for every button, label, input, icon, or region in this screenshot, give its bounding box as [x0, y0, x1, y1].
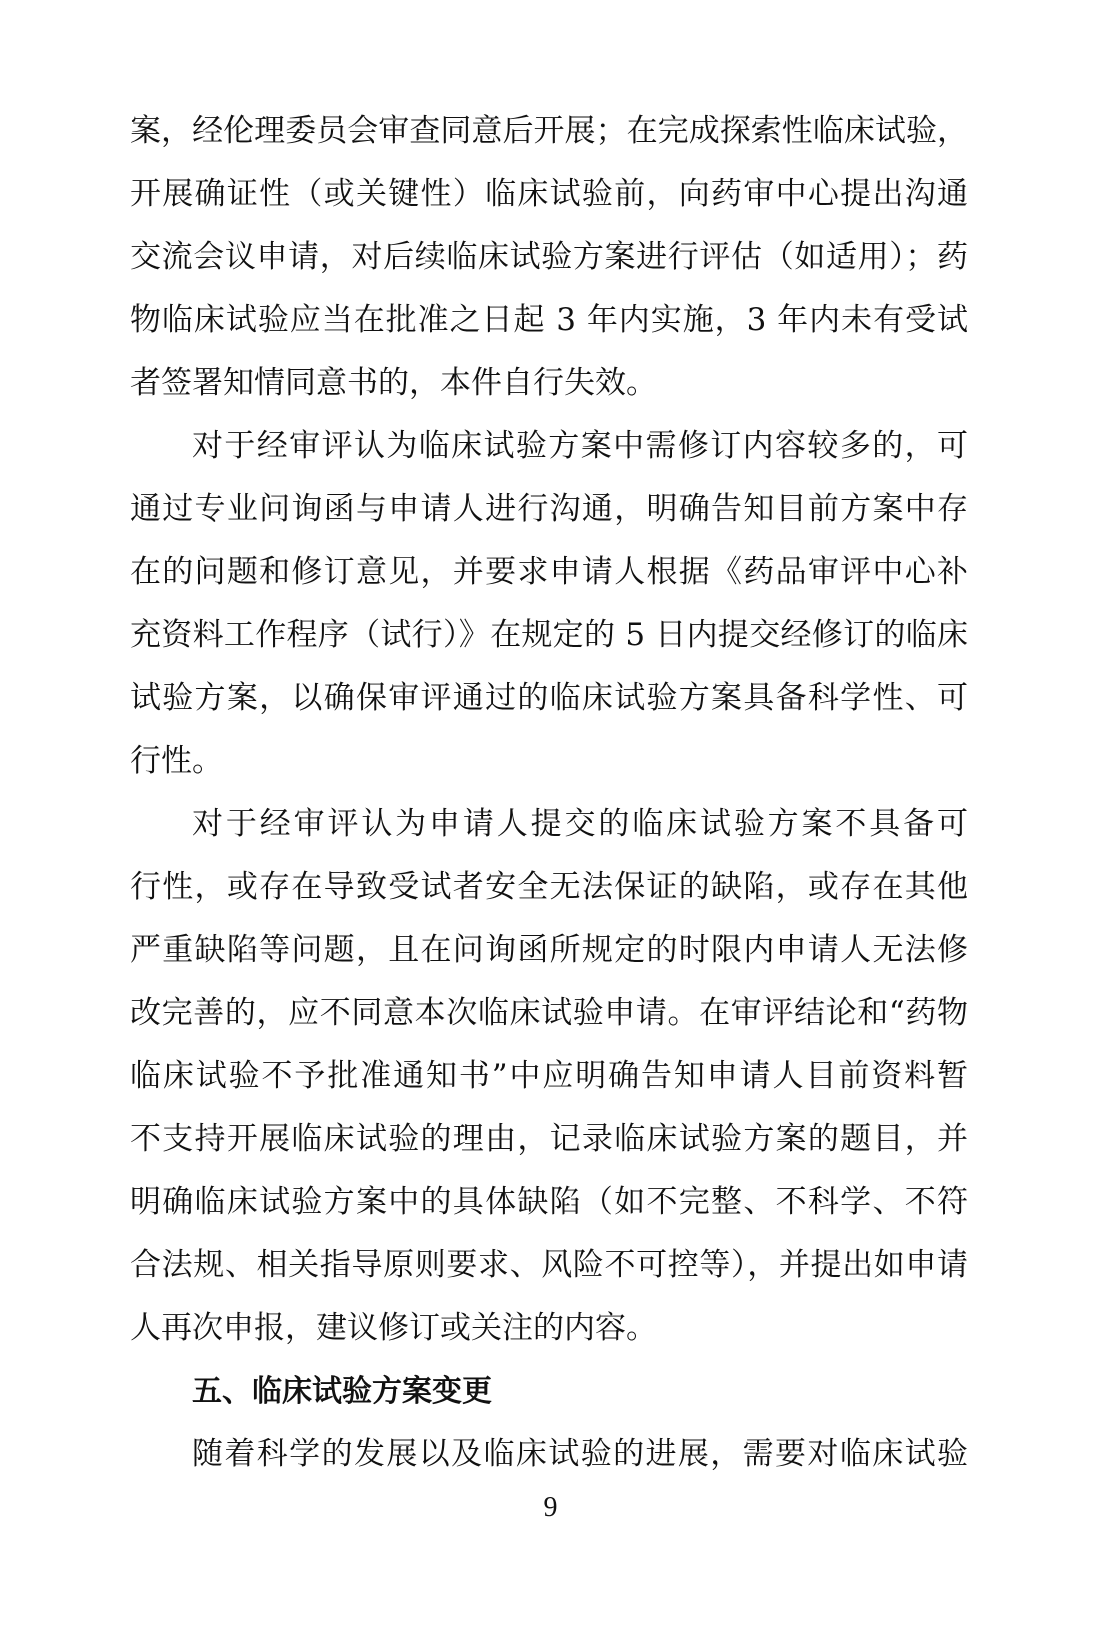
paragraph-line: 临床试验不予批准通知书”中应明确告知申请人目前资料暂	[130, 1058, 968, 1094]
paragraph-line: 严重缺陷等问题，且在问询函所规定的时限内申请人无法修	[130, 932, 968, 968]
paragraph-line: 开展确证性（或关键性）临床试验前，向药审中心提出沟通	[130, 176, 968, 212]
paragraph-line: 通过专业问询函与申请人进行沟通，明确告知目前方案中存	[130, 491, 968, 527]
paragraph-line: 行性。	[130, 743, 223, 779]
paragraph-2	[130, 415, 968, 793]
paragraph-line: 对于经审评认为临床试验方案中需修订内容较多的，可	[192, 428, 968, 464]
paragraph-line: 合法规、相关指导原则要求、风险不可控等），并提出如申请	[130, 1247, 968, 1283]
paragraph-4	[130, 1423, 968, 1486]
paragraph-line: 人再次申报，建议修订或关注的内容。	[130, 1310, 657, 1346]
paragraph-1	[130, 100, 968, 415]
paragraph-line: 随着科学的发展以及临床试验的进展，需要对临床试验	[192, 1436, 968, 1472]
paragraph-3	[130, 793, 968, 1360]
paragraph-line: 物临床试验应当在批准之日起 3 年内实施，3 年内未有受试	[130, 302, 968, 338]
paragraph-line: 不支持开展临床试验的理由，记录临床试验方案的题目，并	[130, 1121, 968, 1157]
paragraph-line: 改完善的，应不同意本次临床试验申请。在审评结论和“药物	[130, 995, 968, 1031]
paragraph-line: 案，经伦理委员会审查同意后开展；在完成探索性临床试验，	[130, 113, 968, 149]
document-body	[130, 100, 968, 1486]
section-heading: 五、临床试验方案变更	[192, 1374, 492, 1409]
paragraph-line: 行性，或存在导致受试者安全无法保证的缺陷，或存在其他	[130, 869, 968, 905]
paragraph-line: 明确临床试验方案中的具体缺陷（如不完整、不科学、不符	[130, 1184, 968, 1220]
paragraph-line: 充资料工作程序（试行）》在规定的 5 日内提交经修订的临床	[130, 617, 968, 653]
paragraph-line: 对于经审评认为申请人提交的临床试验方案不具备可	[192, 806, 968, 842]
paragraph-line: 者签署知情同意书的，本件自行失效。	[130, 365, 657, 401]
page-number: 9	[543, 1492, 558, 1523]
paragraph-line: 交流会议申请，对后续临床试验方案进行评估（如适用）；药	[130, 239, 968, 275]
paragraph-line: 在的问题和修订意见，并要求申请人根据《药品审评中心补	[130, 554, 968, 590]
paragraph-line: 试验方案，以确保审评通过的临床试验方案具备科学性、可	[130, 680, 968, 716]
